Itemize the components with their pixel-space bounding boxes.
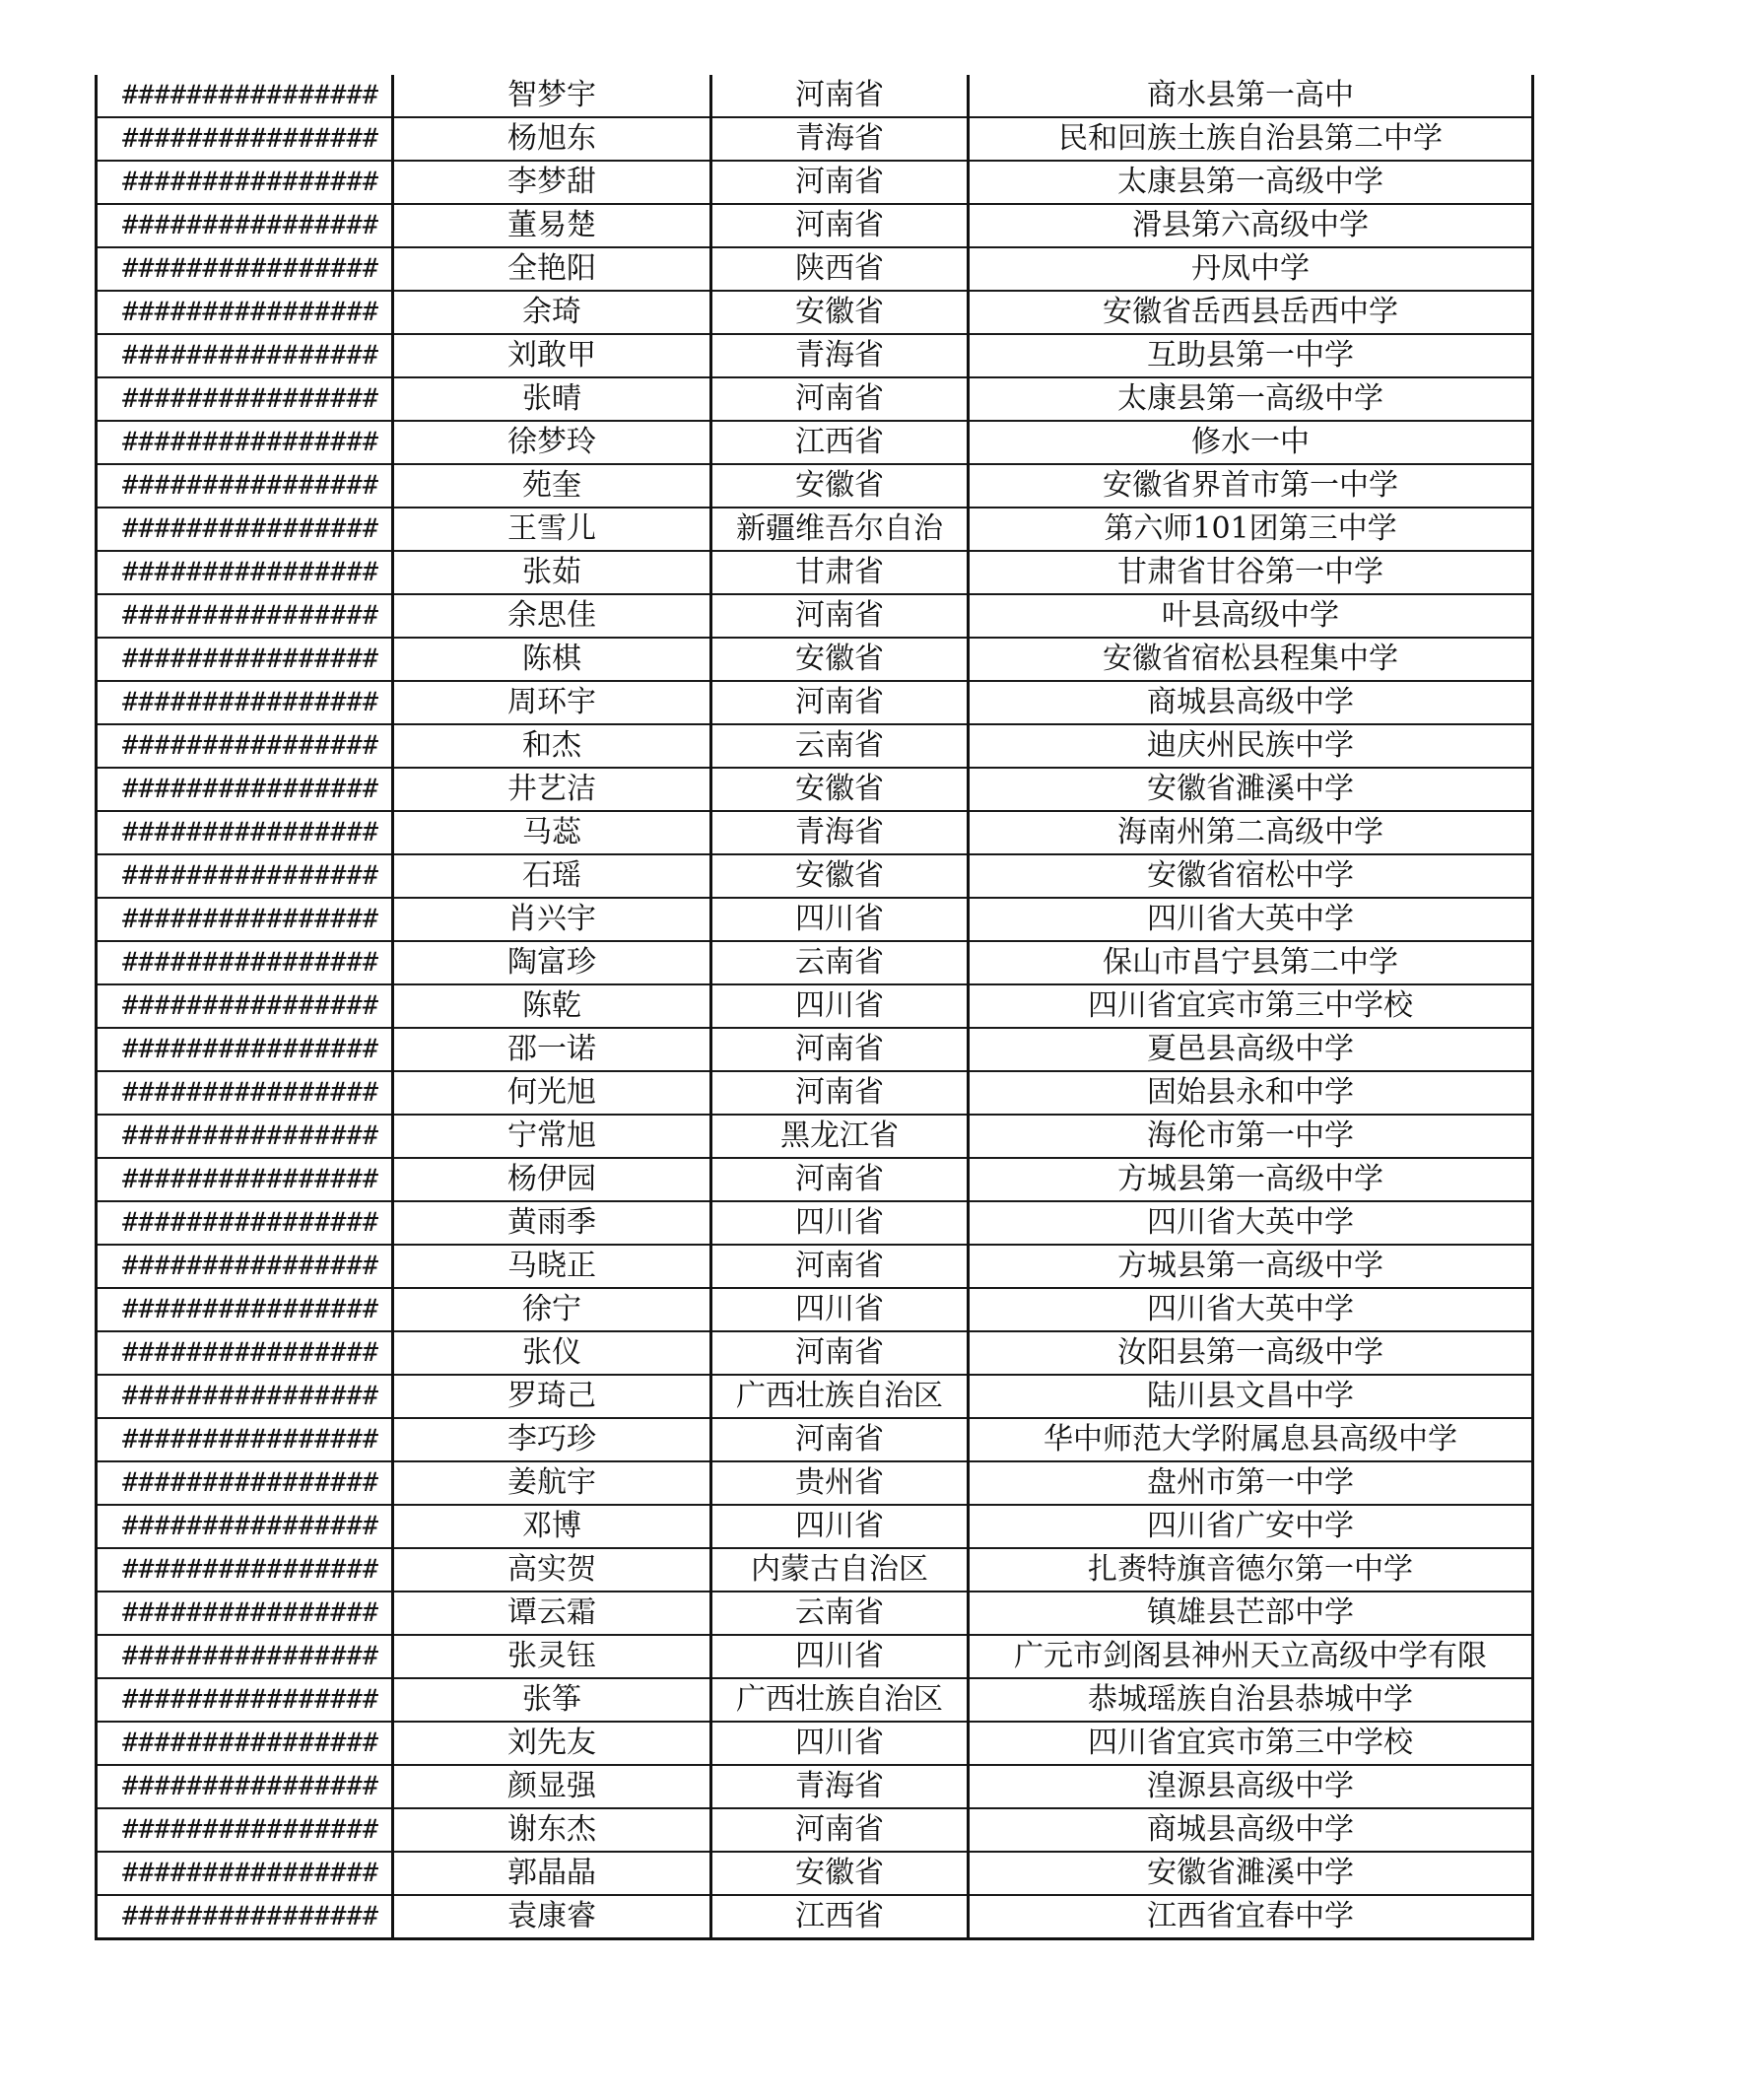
name-cell: 陶富珍 — [393, 941, 711, 984]
school-cell: 民和回族土族自治县第二中学 — [969, 117, 1533, 161]
school-cell: 海伦市第一中学 — [969, 1115, 1533, 1158]
province-cell: 江西省 — [711, 421, 969, 464]
name-cell: 徐宁 — [393, 1288, 711, 1331]
id-cell: ################ — [97, 1245, 393, 1288]
id-cell: ################ — [97, 1418, 393, 1461]
school-cell: 四川省宜宾市第三中学校 — [969, 984, 1533, 1028]
province-cell: 甘肃省 — [711, 551, 969, 594]
school-cell: 方城县第一高级中学 — [969, 1158, 1533, 1201]
name-cell: 石瑶 — [393, 854, 711, 898]
school-cell: 镇雄县芒部中学 — [969, 1592, 1533, 1635]
table-row — [97, 638, 1533, 681]
province-cell: 广西壮族自治区 — [711, 1375, 969, 1418]
name-cell: 李梦甜 — [393, 161, 711, 204]
name-cell: 罗琦己 — [393, 1375, 711, 1418]
id-cell: ################ — [97, 508, 393, 551]
id-cell: ################ — [97, 724, 393, 768]
table-row — [97, 421, 1533, 464]
province-cell: 河南省 — [711, 75, 969, 117]
province-cell: 河南省 — [711, 1331, 969, 1375]
table-row — [97, 898, 1533, 941]
id-cell: ################ — [97, 1288, 393, 1331]
school-cell: 江西省宜春中学 — [969, 1895, 1533, 1939]
province-cell: 内蒙古自治区 — [711, 1548, 969, 1592]
school-cell: 修水一中 — [969, 421, 1533, 464]
school-cell: 迪庆州民族中学 — [969, 724, 1533, 768]
name-cell: 马蕊 — [393, 811, 711, 854]
name-cell: 肖兴宇 — [393, 898, 711, 941]
name-cell: 张茹 — [393, 551, 711, 594]
name-cell: 姜航宇 — [393, 1461, 711, 1505]
table-row — [97, 984, 1533, 1028]
province-cell: 安徽省 — [711, 291, 969, 334]
school-cell: 安徽省濉溪中学 — [969, 1852, 1533, 1895]
id-cell: ################ — [97, 1765, 393, 1808]
name-cell: 邓博 — [393, 1505, 711, 1548]
name-cell: 和杰 — [393, 724, 711, 768]
name-cell: 宁常旭 — [393, 1115, 711, 1158]
table-row — [97, 1808, 1533, 1852]
id-cell: ################ — [97, 1158, 393, 1201]
school-cell: 互助县第一中学 — [969, 334, 1533, 377]
table-row — [97, 594, 1533, 638]
school-cell: 四川省广安中学 — [969, 1505, 1533, 1548]
table-row — [97, 1505, 1533, 1548]
table-row — [97, 768, 1533, 811]
province-cell: 河南省 — [711, 161, 969, 204]
province-cell: 河南省 — [711, 1158, 969, 1201]
province-cell: 江西省 — [711, 1895, 969, 1939]
id-cell: ################ — [97, 854, 393, 898]
name-cell: 徐梦玲 — [393, 421, 711, 464]
id-cell: ################ — [97, 941, 393, 984]
province-cell: 安徽省 — [711, 768, 969, 811]
table-row — [97, 811, 1533, 854]
id-cell: ################ — [97, 594, 393, 638]
province-cell: 河南省 — [711, 377, 969, 421]
name-cell: 王雪儿 — [393, 508, 711, 551]
id-cell: ################ — [97, 117, 393, 161]
name-cell: 何光旭 — [393, 1071, 711, 1115]
province-cell: 安徽省 — [711, 1852, 969, 1895]
id-cell: ################ — [97, 1375, 393, 1418]
name-cell: 张筝 — [393, 1678, 711, 1722]
id-cell: ################ — [97, 1505, 393, 1548]
id-cell: ################ — [97, 681, 393, 724]
table-row — [97, 551, 1533, 594]
name-cell: 余琦 — [393, 291, 711, 334]
name-cell: 智梦宇 — [393, 75, 711, 117]
name-cell: 董易楚 — [393, 204, 711, 247]
id-cell: ################ — [97, 551, 393, 594]
name-cell: 刘敢甲 — [393, 334, 711, 377]
table-row — [97, 724, 1533, 768]
table-row — [97, 1722, 1533, 1765]
province-cell: 河南省 — [711, 594, 969, 638]
table-row — [97, 1548, 1533, 1592]
province-cell: 河南省 — [711, 1245, 969, 1288]
table-row — [97, 854, 1533, 898]
school-cell: 扎赉特旗音德尔第一中学 — [969, 1548, 1533, 1592]
id-cell: ################ — [97, 1722, 393, 1765]
id-cell: ################ — [97, 1201, 393, 1245]
school-cell: 安徽省界首市第一中学 — [969, 464, 1533, 508]
name-cell: 郭晶晶 — [393, 1852, 711, 1895]
table-row — [97, 204, 1533, 247]
table-row — [97, 377, 1533, 421]
province-cell: 云南省 — [711, 724, 969, 768]
id-cell: ################ — [97, 247, 393, 291]
id-cell: ################ — [97, 1852, 393, 1895]
province-cell: 四川省 — [711, 1635, 969, 1678]
name-cell: 张晴 — [393, 377, 711, 421]
school-cell: 陆川县文昌中学 — [969, 1375, 1533, 1418]
id-cell: ################ — [97, 1115, 393, 1158]
id-cell: ################ — [97, 1028, 393, 1071]
id-cell: ################ — [97, 161, 393, 204]
table-row — [97, 1852, 1533, 1895]
school-cell: 四川省大英中学 — [969, 898, 1533, 941]
name-cell: 井艺洁 — [393, 768, 711, 811]
table-row — [97, 1678, 1533, 1722]
province-cell: 河南省 — [711, 204, 969, 247]
province-cell: 云南省 — [711, 941, 969, 984]
province-cell: 黑龙江省 — [711, 1115, 969, 1158]
province-cell: 青海省 — [711, 811, 969, 854]
table-row — [97, 941, 1533, 984]
table-row — [97, 334, 1533, 377]
name-cell: 全艳阳 — [393, 247, 711, 291]
school-cell: 商水县第一高中 — [969, 75, 1533, 117]
id-cell: ################ — [97, 1071, 393, 1115]
name-cell: 杨旭东 — [393, 117, 711, 161]
province-cell: 贵州省 — [711, 1461, 969, 1505]
id-cell: ################ — [97, 898, 393, 941]
school-cell: 商城县高级中学 — [969, 1808, 1533, 1852]
name-cell: 马晓正 — [393, 1245, 711, 1288]
province-cell: 河南省 — [711, 1808, 969, 1852]
province-cell: 四川省 — [711, 1505, 969, 1548]
table-row — [97, 1158, 1533, 1201]
school-cell: 方城县第一高级中学 — [969, 1245, 1533, 1288]
province-cell: 青海省 — [711, 334, 969, 377]
school-cell: 叶县高级中学 — [969, 594, 1533, 638]
province-cell: 四川省 — [711, 1288, 969, 1331]
school-cell: 海南州第二高级中学 — [969, 811, 1533, 854]
province-cell: 四川省 — [711, 984, 969, 1028]
table-row — [97, 1288, 1533, 1331]
province-cell: 四川省 — [711, 1201, 969, 1245]
school-cell: 广元市剑阁县神州天立高级中学有限 — [969, 1635, 1533, 1678]
table-row — [97, 1765, 1533, 1808]
table-row — [97, 1592, 1533, 1635]
id-cell: ################ — [97, 768, 393, 811]
id-cell: ################ — [97, 75, 393, 117]
school-cell: 恭城瑶族自治县恭城中学 — [969, 1678, 1533, 1722]
table-row — [97, 291, 1533, 334]
table-row — [97, 1635, 1533, 1678]
province-cell: 青海省 — [711, 117, 969, 161]
id-cell: ################ — [97, 1678, 393, 1722]
name-cell: 陈棋 — [393, 638, 711, 681]
id-cell: ################ — [97, 1895, 393, 1939]
province-cell: 安徽省 — [711, 464, 969, 508]
name-cell: 杨伊园 — [393, 1158, 711, 1201]
province-cell: 安徽省 — [711, 638, 969, 681]
id-cell: ################ — [97, 291, 393, 334]
table-row — [97, 1461, 1533, 1505]
school-cell: 汝阳县第一高级中学 — [969, 1331, 1533, 1375]
school-cell: 四川省大英中学 — [969, 1201, 1533, 1245]
school-cell: 安徽省宿松县程集中学 — [969, 638, 1533, 681]
table-body — [97, 75, 1533, 1939]
province-cell: 云南省 — [711, 1592, 969, 1635]
school-cell: 保山市昌宁县第二中学 — [969, 941, 1533, 984]
name-cell: 高实贺 — [393, 1548, 711, 1592]
province-cell: 四川省 — [711, 898, 969, 941]
table-row — [97, 1418, 1533, 1461]
province-cell: 新疆维吾尔自治 — [711, 508, 969, 551]
province-cell: 安徽省 — [711, 854, 969, 898]
school-cell: 丹凤中学 — [969, 247, 1533, 291]
school-cell: 滑县第六高级中学 — [969, 204, 1533, 247]
id-cell: ################ — [97, 464, 393, 508]
name-cell: 刘先友 — [393, 1722, 711, 1765]
table-row — [97, 1071, 1533, 1115]
school-cell: 太康县第一高级中学 — [969, 161, 1533, 204]
table-row — [97, 1375, 1533, 1418]
id-cell: ################ — [97, 1461, 393, 1505]
province-cell: 河南省 — [711, 1418, 969, 1461]
province-cell: 河南省 — [711, 681, 969, 724]
id-cell: ################ — [97, 1592, 393, 1635]
table-row — [97, 1331, 1533, 1375]
id-cell: ################ — [97, 1331, 393, 1375]
name-cell: 袁康睿 — [393, 1895, 711, 1939]
province-cell: 陕西省 — [711, 247, 969, 291]
school-cell: 安徽省宿松中学 — [969, 854, 1533, 898]
id-cell: ################ — [97, 984, 393, 1028]
school-cell: 固始县永和中学 — [969, 1071, 1533, 1115]
name-cell: 谭云霜 — [393, 1592, 711, 1635]
name-cell: 谢东杰 — [393, 1808, 711, 1852]
name-cell: 黄雨季 — [393, 1201, 711, 1245]
name-cell: 周环宇 — [393, 681, 711, 724]
table-row — [97, 161, 1533, 204]
school-cell: 四川省大英中学 — [969, 1288, 1533, 1331]
id-cell: ################ — [97, 421, 393, 464]
school-cell: 商城县高级中学 — [969, 681, 1533, 724]
table-row — [97, 508, 1533, 551]
name-cell: 余思佳 — [393, 594, 711, 638]
table-row — [97, 1028, 1533, 1071]
name-cell: 苑奎 — [393, 464, 711, 508]
table-row — [97, 681, 1533, 724]
province-cell: 河南省 — [711, 1071, 969, 1115]
student-table — [95, 75, 1534, 1940]
table-row — [97, 464, 1533, 508]
id-cell: ################ — [97, 1635, 393, 1678]
name-cell: 张仪 — [393, 1331, 711, 1375]
table-row — [97, 1201, 1533, 1245]
school-cell: 华中师范大学附属息县高级中学 — [969, 1418, 1533, 1461]
name-cell: 陈乾 — [393, 984, 711, 1028]
id-cell: ################ — [97, 334, 393, 377]
id-cell: ################ — [97, 811, 393, 854]
school-cell: 甘肃省甘谷第一中学 — [969, 551, 1533, 594]
id-cell: ################ — [97, 638, 393, 681]
table-row — [97, 75, 1533, 117]
id-cell: ################ — [97, 1548, 393, 1592]
school-cell: 湟源县高级中学 — [969, 1765, 1533, 1808]
school-cell: 第六师101团第三中学 — [969, 508, 1533, 551]
school-cell: 太康县第一高级中学 — [969, 377, 1533, 421]
id-cell: ################ — [97, 377, 393, 421]
id-cell: ################ — [97, 204, 393, 247]
school-cell: 安徽省岳西县岳西中学 — [969, 291, 1533, 334]
name-cell: 邵一诺 — [393, 1028, 711, 1071]
school-cell: 安徽省濉溪中学 — [969, 768, 1533, 811]
school-cell: 盘州市第一中学 — [969, 1461, 1533, 1505]
name-cell: 张灵钰 — [393, 1635, 711, 1678]
table-row — [97, 1115, 1533, 1158]
province-cell: 河南省 — [711, 1028, 969, 1071]
school-cell: 四川省宜宾市第三中学校 — [969, 1722, 1533, 1765]
name-cell: 李巧珍 — [393, 1418, 711, 1461]
table-row — [97, 1245, 1533, 1288]
province-cell: 青海省 — [711, 1765, 969, 1808]
province-cell: 广西壮族自治区 — [711, 1678, 969, 1722]
table-row — [97, 247, 1533, 291]
name-cell: 颜显强 — [393, 1765, 711, 1808]
province-cell: 四川省 — [711, 1722, 969, 1765]
school-cell: 夏邑县高级中学 — [969, 1028, 1533, 1071]
table-row — [97, 117, 1533, 161]
id-cell: ################ — [97, 1808, 393, 1852]
table-row — [97, 1895, 1533, 1939]
